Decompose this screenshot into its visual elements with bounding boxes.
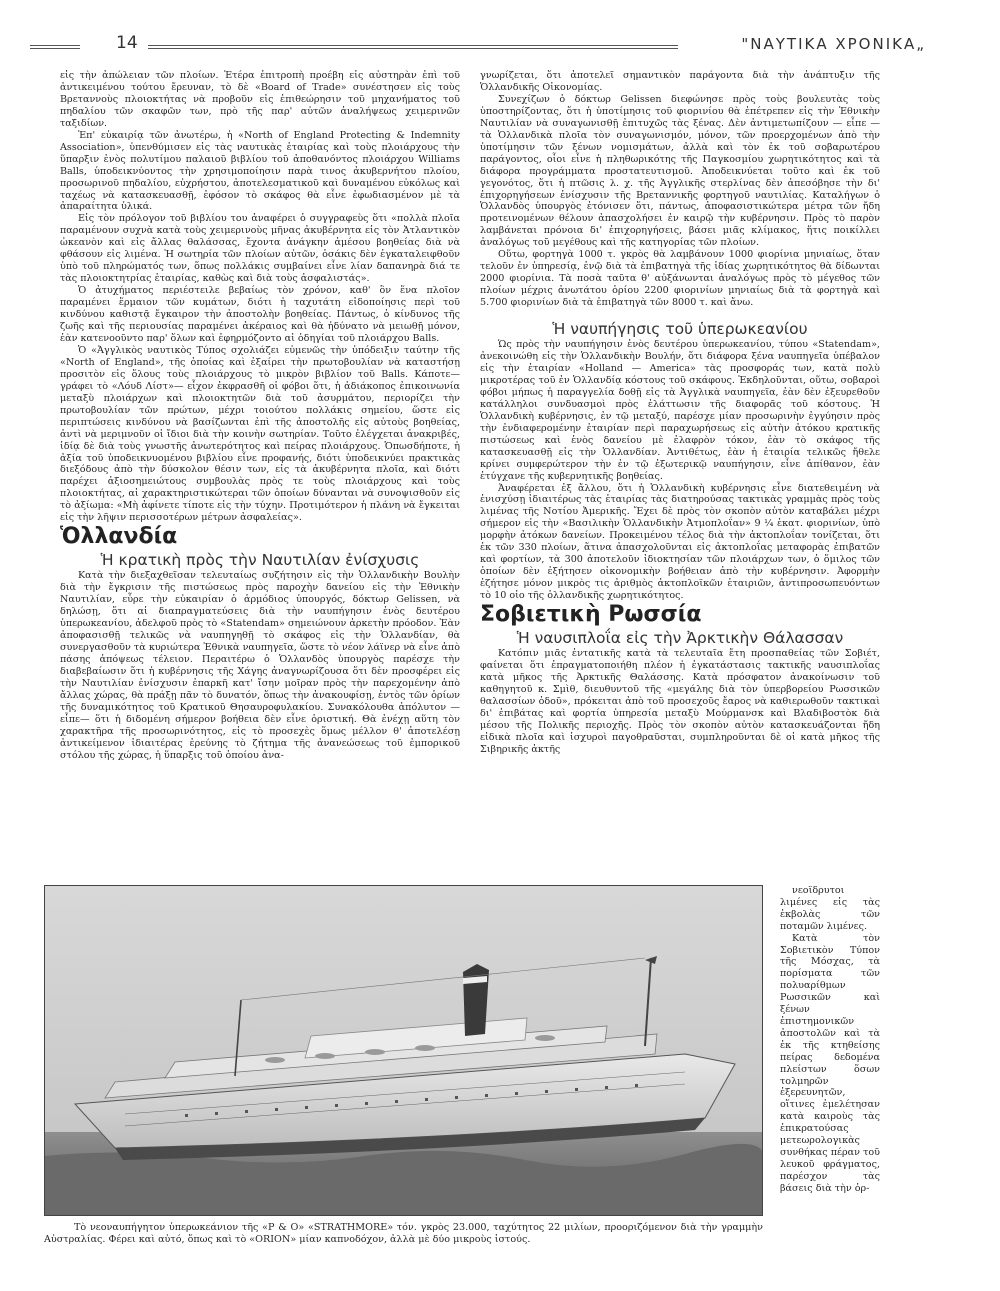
photo-caption: Τὸ νεοναυπήγητον ὑπερωκεάνιον τῆς «P & O» «STRATHMORE» τόν. γκρὸς 23.000, ταχύτητος 22 μιλίων, προοριζόμενον διὰ τὴν γραμμὴν Αὐστραλίας. Φέρει καὶ αὐτό, ὅπως καὶ τὸ «ORION» μίαν καπνοδόχον, ἀλλὰ μὲ δύο μικροὺς ἱστούς.: [44, 1222, 763, 1245]
section-subheading: Ἡ κρατικὴ πρὸς τὴν Ναυτιλίαν ἐνίσχυσις: [100, 551, 420, 570]
page-number: 14: [116, 33, 138, 53]
paragraph: Ὡς πρὸς τὴν ναυπήγησιν ἑνὸς δευτέρου ὑπερωκεανίου, τύπου «Statendam», ἀνεκοινώθη εἰς τὴν Ὁλλανδικὴν Βουλήν, ὅτι διάφορα ξένα ναυπηγεῖα ὑπέβαλον εἰς τὴν ἑταιρίαν «Holland — America» τὰς προσφοράς των, κατὰ πολὺ μικροτέρας τοῦ ἐν Ὁλλανδίᾳ κόστους τοῦ σκάφους. Ἐκδηλοῦνται, οὕτω, σοβαροὶ φόβοι μήπως ἡ παραγγελία δοθῇ εἰς τὰ Ἀγγλικὰ ναυπηγεῖα, ἐὰν δὲν ἐξευρεθοῦν κατάλληλοι συνδυασμοὶ πρὸς ἐλάττωσιν τῆς διαφορᾶς τοῦ κόστους. Ἡ Ὁλλανδικὴ κυβέρνησις, ἐν τῷ μεταξύ, παρέσχε μίαν προσωρινὴν ἐγγύησιν πρὸς τὴν ἐνδιαφερομένην ἑταιρίαν περὶ παραχωρήσεως εἰς αὐτὴν ἀτόκου κρατικῆς πιστώσεως καὶ ἑνὸς δανείου μὲ ἐλαφρὸν τόκον, ἐὰν τὸ σκάφος τῆς κατασκευασθῇ εἰς τὴν Ὁλλανδίαν. Ἀντιθέτως, ἐὰν ἡ ἑταιρία τελικῶς ἤθελε κρίνει συμφερώτερον τὴν ἐν τῷ ἐξωτερικῷ ναυπήγησιν, εἶνε ἀπίθανον, ἐὰν ἐτύγχανε τῆς κυβερνητικῆς βοηθείας.: [480, 339, 880, 482]
paragraph: Ἐπ' εὐκαιρίᾳ τῶν ἀνωτέρω, ἡ «North of England Protecting & Indemnity Association», ὑπενθύμισεν εἰς τὰς ναυτικὰς ἑταιρίας καὶ τοὺς πλοιάρχους τὴν ὕπαρξιν ἑνὸς πολυτίμου παλαιοῦ βιβλίου τοῦ ἀποθανόντος πλοιάρχου Williams Balls, ὑποδεικνύοντος τὴν χρησιμοποίησιν παρὰ τινος ἀκυβερνήτου πλοίου, προσωρινοῦ πηδαλίου, εὐχρήστου, ἀποτελεσματικοῦ καὶ δυναμένου εὐκόλως καὶ ταχέως νὰ κατασκευασθῇ, ἐφόσον τὸ σκάφος θὰ εἶνε ἐφωδιασμένον μὲ τὰ ἀπαραίτητα ὑλικά.: [60, 129, 460, 213]
narrow-column: [780, 885, 880, 1195]
right-column: [480, 70, 880, 756]
paragraph: Εἰς τὸν πρόλογον τοῦ βιβλίου του ἀναφέρει ὁ συγγραφεὺς ὅτι «πολλὰ πλοῖα παραμένουν συχνὰ κατὰ τοὺς χειμερινοὺς μῆνας ἀκυβέρνητα εἰς τὸν Ἀτλαντικὸν ὠκεανὸν καὶ εἰς ἄλλας θαλάσσας, ἔχοντα ἀνάγκην ἀμέσου βοηθείας διὰ νὰ φθάσουν εἰς λιμένα. Ἡ σωτηρία τῶν πλοίων αὐτῶν, ὁσάκις δὲν ἐγκαταλειφθοῦν ὑπὸ τοῦ πληρώματός των, ὅπως πολλάκις συμβαίνει εἶνε λίαν δαπανηρὰ διά τε τὰς πλοιοκτητρίας ἑταιρίας, καθὼς καὶ διὰ τοὺς ἀσφαλιστάς».: [60, 213, 460, 285]
section-subheading: Ἡ ναυσιπλοΐα εἰς τὴν Ἀρκτικὴν Θάλασσαν: [516, 629, 844, 648]
paragraph: γνωρίζεται, ὅτι ἀποτελεῖ σημαντικὸν παράγοντα διὰ τὴν ἀνάπτυξιν τῆς Ὁλλανδικῆς Οἰκονομίας.: [480, 70, 880, 93]
paragraph: εἰς τὴν ἀπώλειαν τῶν πλοίων. Ἑτέρα ἐπιτροπὴ προέβη εἰς αὐστηρὰν ἐπὶ τοῦ ἀντικειμένου τούτου ἔρευναν, τὸ δὲ «Board of Trade» συνέστησεν εἰς τοὺς Βρεταννοὺς πλοιοκτήτας νὰ προβοῦν εἰς ἐπιθεώρησιν τοῦ μηχανήματος τοῦ πηδαλίου τῶν σκαφῶν των, πρὸ τῆς παρ' αὐτῶν ἀναλήψεως χειμερινῶν ταξιδίων.: [60, 70, 460, 129]
section-heading-soviet-russia: Σοβιετικὴ Ρωσσία: [480, 602, 702, 628]
paragraph: Κατὰ τὴν διεξαχθεῖσαν τελευταίως συζήτησιν εἰς τὴν Ὁλλανδικὴν Βουλὴν διὰ τὴν ἔγκρισιν τῆς πιστώσεως πρὸς παροχὴν δανείου εἰς τὴν Ἑθνικὴν Ναυτιλίαν, εὗρε τὴν εὐκαιρίαν ὁ ἁρμόδιος ὑπουργός, δόκτωρ Gelissen, νὰ δηλώσῃ, ὅτι αἱ διαπραγματεύσεις διὰ τὴν ναυπήγησιν ἑνὸς δευτέρου ὑπερωκεανίου, ἀδελφοῦ πρὸς τὸ «Statendam» σημειώνουν ἀρκετὴν πρόοδον. Ἐὰν ἀποφασισθῇ τελικῶς νὰ ναυπηγηθῇ τὸ σκάφος εἰς τὴν Ὁλλανδίαν, θὰ συνεργασθοῦν τὰ κυριώτερα Ἐθνικὰ ναυπηγεῖα, ὥστε τὸ νέον λάϊνερ νὰ εἶνε ἀπὸ πάσης ἀπόψεως τέλειον. Περαιτέρω ὁ Ὁλλανδὸς ὑπουργὸς παρέσχε τὴν διαβεβαίωσιν ὅτι ἡ κυβέρνησις τῆς Χάγης ἀναγνωρίζουσα ὅτι δὲν προσφέρει εἰς τὴν Ναυτιλίαν ἐνίσχυσιν ἐπαρκῆ κατ' ἴσην μοῖραν πρὸς τὴν παρεχομένην ἀπὸ ἄλλας χώρας, θὰ πράξῃ πᾶν τὸ δυνατόν, ὅπως τὴν ἀνακουφίσῃ, ἐντὸς τῶν ὁρίων τῆς δυναμικότητος τοῦ Κρατικοῦ Θησαυροφυλακίου. Συνακόλουθα ἀπόλυτον — εἶπε— ὅτι ἡ διδομένη σήμερον βοήθεια δὲν εἶνε ὁριστική. Θὰ ἐνέχῃ αὕτη τὸν χαρακτῆρα τῆς προσωρινότητος, εἰς τὸ προσεχὲς ὅμως μέλλον θ' ἀποτελέσῃ ἀντικείμενον ἰδιαιτέρας ἐρεύνης τὸ ζήτημα τῆς ἀνανεώσεως τοῦ ἐμπορικοῦ στόλου τῆς χώρας, ἡ ὕπαρξις τοῦ ὁποίου ἀνα-: [60, 570, 460, 761]
paragraph: Συνεχίζων ὁ δόκτωρ Gelissen διεφώνησε πρὸς τοὺς βουλευτὰς τοὺς ὑποστηρίζοντας, ὅτι ἡ ὑποτίμησις τοῦ φιορινίου θὰ ἐπέτρεπεν εἰς τὴν Ἐθνικὴν Ναυτιλίαν νὰ συναγωνισθῇ ἐπιτυχῶς τὰς ξένας. Δὲν ἀντιμετωπίζουν — εἶπε — τὰ Ὁλλανδικὰ πλοῖα τὸν συναγωνισμόν, μόνον, τῶν προερχομένων ἀπὸ τὴν ὑποτίμησιν τῶν ξένων νομισμάτων, ἀλλὰ καὶ τὸν ἐκ τοῦ σοβαρωτέρου παράγοντος, οἷοι εἶνε ἡ πληθωρικότης τῆς Παγκοσμίου χωρητικότητος καὶ τὰ διάφορα προγράμματα προστατευτισμοῦ. Ἀποδεικνύεται τοῦτο καὶ ἐκ τοῦ γεγονότος, ὅτι ἡ πτῶσις λ. χ. τῆς Ἀγγλικῆς στερλίνας δὲν ἀπεσόβησε τὴν δι' ἐπιχορηγήσεων ἐνίσχυσιν τῆς Βρεταννικῆς φορτηγοῦ ναυτιλίας. Καταλήγων ὁ Ὁλλανδὸς ὑπουργὸς ἐτόνισεν ὅτι, πάντως, ἀποφασιστικώτερα μέτρα τῶν ἤδη προτεινομένων θέλουν ἀπασχολήσει ἐν καιρῷ τὴν κυβέρνησιν. Πρὸς τὸ παρὸν λαμβάνεται πρόνοια δι' ἐπιχορηγήσεις, βάσει μιᾶς κλίμακος, ἥτις ποικίλλει ἀναλόγως τοῦ μεγέθους καὶ τῆς κατηγορίας τῶν πλοίων.: [480, 93, 880, 249]
ship-photo: [44, 885, 763, 1216]
paragraph: Κατὰ τὸν Σοβιετικὸν Τύπον τῆς Μόσχας, τὰ πορίσματα τῶν πολυαρίθμων Ρωσσικῶν καὶ ξένων ἐπιστημονικῶν ἀποστολῶν καὶ τὰ ἐκ τῆς κτηθείσης πείρας δεδομένα πλείστων ὅσων τολμηρῶν ἐξερευνητῶν, οἵτινες ἐμελέτησαν κατὰ καιροὺς τὰς ἐπικρατούσας μετεωρολογικὰς συνθήκας πέραν τοῦ λευκοῦ φράγματος, παρέσχον τὰς βάσεις διὰ τὴν ὀρ-: [780, 932, 880, 1194]
header-rule-left: [30, 45, 80, 49]
left-column: [60, 70, 460, 761]
paragraph: Κατόπιν μιᾶς ἐντατικῆς κατὰ τὰ τελευταῖα ἔτη προσπαθείας τῶν Σοβιέτ, φαίνεται ὅτι ἐπραγματοποιήθη πλέον ἡ ἐγκατάστασις τακτικῆς ναυσιπλοΐας κατὰ μῆκος τῆς Ἀρκτικῆς Θαλάσσης. Κατὰ πρόσφατον ἀνακοίνωσιν τοῦ καθηγητοῦ κ. Σμὶθ, διευθυντοῦ τῆς «μεγάλης διὰ τὸν ὑπερβορείου Ρωσσικῶν θαλασσίων ὁδοῦ», πρόκειται ἀπὸ τοῦ προσεχοῦς ἔαρος νὰ καθιερωθοῦν τακτικαὶ δι' ἐπιβάτας καὶ φορτία ὑπηρεσία μεταξὺ Μούρμανσκ καὶ Βλαδιβοστὸκ διὰ μέσου τῆς Πολικῆς περιοχῆς. Πρὸς τὸν σκοπὸν αὐτὸν κατασκευάζονται ἤδη εἰδικὰ πλοῖα καὶ ἰσχυροὶ παγοθραῦσται, συμπληροῦνται δὲ οἱ κατὰ μῆκος τῆς Σιβηρικῆς ἀκτῆς: [480, 648, 880, 755]
header-rule-center: [148, 45, 678, 49]
paragraph: Οὕτω, φορτηγὰ 1000 τ. γκρὸς θὰ λαμβάνουν 1000 φιορίνια μηνιαίως, ὅταν τελοῦν ἐν ὑπηρεσίᾳ, ἐνῷ διὰ τὰ ἐπιβατηγὰ τῆς ἰδίας χωρητικότητος θὰ δίδωνται 2000 φιορίνια. Τὰ ποσὰ ταῦτα θ' αὐξάνωνται ἀναλόγως πρὸς τὸ μέγεθος τῶν πλοίων μέχρις ἀνωτάτου ὁρίου 2200 φιορινίων μηνιαίως διὰ τὰ φορτηγὰ καὶ 5.700 φιορινίων διὰ τὰ ἐπιβατηγὰ τῶν 8000 τ. καὶ ἄνω.: [480, 249, 880, 309]
masthead-title: "ΝΑΥΤΙΚΑ ΧΡΟΝΙΚΑ„: [741, 35, 926, 53]
paragraph: Ἀναφέρεται ἐξ ἄλλου, ὅτι ἡ Ὁλλανδικὴ κυβέρνησις εἶνε διατεθειμένη νὰ ἐνισχύσῃ ἰδιαιτέρως τὰς ἑταιρίας τὰς διατηρούσας τακτικὰς γραμμὰς πρὸς τοὺς λιμένας τῆς Νοτίου Ἀμερικῆς. Ἔχει δὲ πρὸς τὸν σκοπὸν αὐτὸν καταβάλει μέχρι σήμερον εἰς τὴν «Βασιλικὴν Ὁλλανδικὴν Ἀτμοπλοΐαν» 9 ¼ ἑκατ. φιορινίων, ὑπὸ μορφὴν ἀτόκων δανείων. Προκειμένου τέλος διὰ τὴν ἀκτοπλοΐαν τονίζεται, ὅτι ἐκ τῶν 330 πλοίων, ἅτινα ἀπασχολοῦνται εἰς ἀκτοπλοΐας μεταφορὰς ἐπιβατῶν καὶ φορτίων, τὰ 300 ἀποτελοῦν ἰδιοκτησίαν τῶν πλοιάρχων των, ὁ ὅμιλος τῶν ὁποίων δὲν ἐξήτησεν οἰκονομικὴν βοήθειαν ἀπὸ τὴν κυβέρνησιν. Ἀφορμὴν ἐζήτησε μόνον μικρὸς τις ἀριθμὸς ἀκτοπλοϊκῶν ἑταιριῶν, ἀντιπροσωπευόντων τὸ 10 οἰο τῆς ὁλλανδικῆς χωρητικότητος.: [480, 482, 880, 602]
paragraph: νεοϊδρυτοι λιμένες εἰς τὰς ἐκβολὰς τῶν ποταμῶν λιμένες.: [780, 885, 880, 932]
page-header: [30, 33, 970, 57]
section-heading-netherlands: Ὁλλανδία: [60, 524, 178, 550]
paragraph: Ὁ «Ἀγγλικὸς ναυτικὸς Τύπος σχολιάζει εὐμενῶς τὴν ὑπόδειξιν ταύτην τῆς «North of England», τῆς ὁποίας καὶ ἐξαίρει τὴν πρωτοβουλίαν νὰ καταστήσῃ προσιτὸν εἰς ὅλους τοὺς πλοιάρχους τὸ μικρὸν βιβλίον τοῦ Balls. Κάποτε—γράφει τὸ «Λόυδ Λίστ»— εἶχον ἐκφρασθῆ οἱ φόβοι ὅτι, ἡ ἀδιάκοπος ἐπικοινωνία μεταξὺ πλοιάρχων καὶ πλοιοκτητῶν διὰ τοῦ ἀσυρμάτου, περιορίζει τὴν πρωτοβουλίαν τῶν πρώτων, μέχρι τοιούτου πολλάκις σημείου, ὥστε εἰς περιπτώσεις κινδύνου νὰ βασίζωνται ἐπὶ τῆς ἀποστολῆς εἰς αὐτοὺς βοηθείας, ἀντὶ νὰ μεριμνοῦν οἱ ἴδιοι διὰ τὴν κοινὴν σωτηρίαν. Τοῦτο ἐλέγχεται ἀνακριβές, ἰδίᾳ δὲ διὰ τοὺς γνωστῆς ἀνωτερότητος καὶ πείρας πλοιάρχους. Ὁπωσδήποτε, ἡ ἀξία τοῦ ὑποδεικνυομένου βιβλίου εἶνε προφανής, διότι ὑποδεικνύει πρακτικὰς διεξόδους ἀπὸ τὴν δύσκολον θέσιν των, εἰς τὰ ἀκυβέρνητα πλοῖα, καὶ διότι παρέχει ἀξιοσημειώτους συμβουλὰς πρὸς τε τοὺς πλοιάρχους καὶ τοὺς πλοιοκτήτας, αἱ χαρακτηριστικώτεραι τῶν ὁποίων δύνανται νὰ συνοψισθοῦν εἰς τὸ ἀξίωμα: «Μὴ ἀφίνετε τίποτε εἰς τὴν τύχην. Προτιμότερον ἡ πλάνη νὰ ἔγκειται εἰς τὴν λῆψιν περισσοτέρων μέτρων ἀσφαλείας».: [60, 344, 460, 524]
ship-illustration: [45, 886, 763, 1216]
paragraph: Ὁ ἀτυχήματος περιέστειλε βεβαίως τὸν χρόνον, καθ' ὃν ἕνα πλοῖον παραμένει ἕρμαιον τῶν κυμάτων, διότι ἡ ταχυτάτη εἰδοποίησις περὶ τοῦ κινδύνου καθιστᾷ ἔγκαιρον τὴν ἀποστολὴν βοηθείας. Πάντως, ὁ κίνδυνος τῆς ζωῆς καὶ τῆς περιουσίας παραμένει ἀκέραιος καὶ θὰ ἠδύνατο νὰ μειωθῇ μόνον, ἐὰν κατενοοῦντο παρ' ὅλων καὶ ἐφηρμόζοντο αἱ ὁδηγίαι τοῦ πλοιάρχου Balls.: [60, 285, 460, 344]
subheading-shipbuilding: Ἡ ναυπήγησις τοῦ ὑπερωκεανίου: [552, 320, 808, 339]
